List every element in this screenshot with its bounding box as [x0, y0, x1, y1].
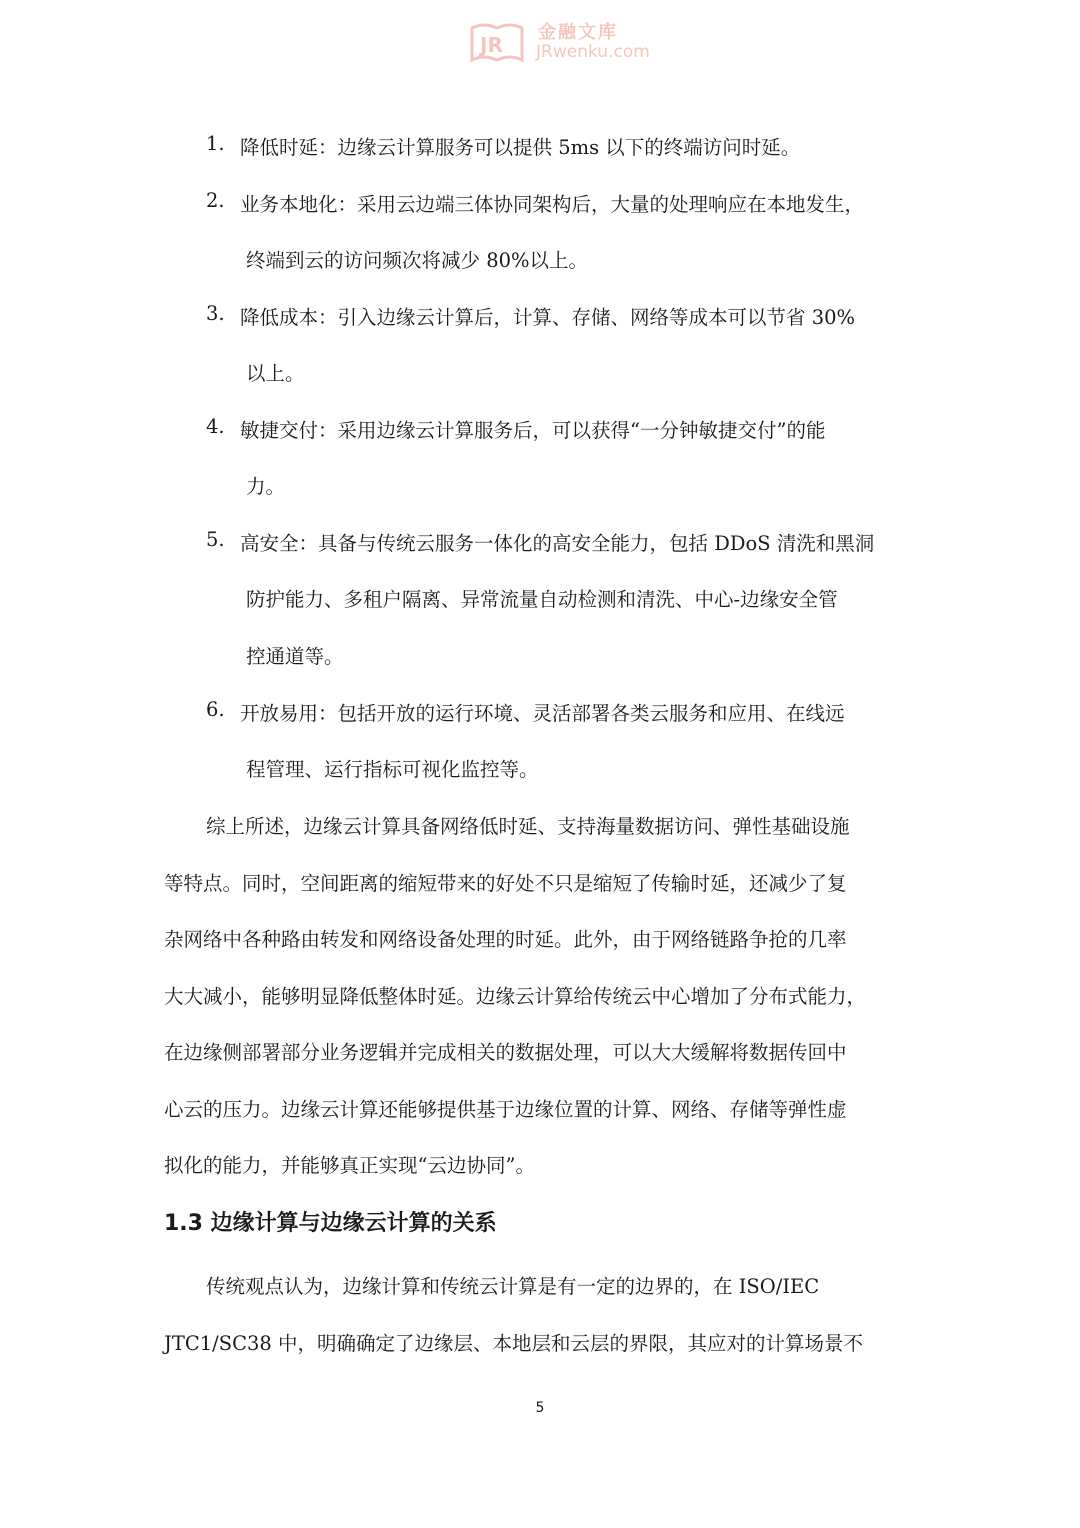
list-number: 6.: [206, 698, 225, 721]
list-number: 3.: [206, 302, 225, 325]
page-number: 5: [535, 1400, 545, 1416]
paragraph-line: 大大减小，能够明显降低整体时延。边缘云计算给传统云中心增加了分布式能力，: [164, 985, 867, 1008]
paragraph-line: 心云的压力。边缘云计算还能够提供基于边缘位置的计算、网络、存储等弹性虚: [164, 1098, 847, 1121]
list-text-line: 程管理、运行指标可视化监控等。: [246, 758, 539, 781]
paragraph-line: 综上所述，边缘云计算具备网络低时延、支持海量数据访问、弹性基础设施: [206, 815, 850, 838]
list-text-line: 防护能力、多租户隔离、异常流量自动检测和清洗、中心-边缘安全管: [246, 588, 838, 611]
list-number: 1.: [206, 132, 225, 155]
list-text-line: 控通道等。: [246, 645, 344, 668]
list-text-line: 降低时延：边缘云计算服务可以提供 5ms 以下的终端访问时延。: [240, 136, 801, 159]
list-text-line: 开放易用：包括开放的运行环境、灵活部署各类云服务和应用、在线远: [240, 702, 845, 725]
paragraph-line: JTC1/SC38 中，明确确定了边缘层、本地层和云层的界限，其应对的计算场景不: [164, 1332, 864, 1355]
watermark-logo: [468, 18, 688, 66]
paragraph-line: 拟化的能力，并能够真正实现“云边协同”。: [164, 1154, 535, 1177]
list-text-line: 敏捷交付：采用边缘云计算服务后，可以获得“一分钟敏捷交付”的能: [240, 419, 826, 442]
watermark-brand-cn: 金融文库: [538, 22, 618, 43]
list-text-line: 力。: [246, 475, 286, 498]
list-text-line: 终端到云的访问频次将减少 80%以上。: [246, 249, 589, 272]
paragraph-line: 杂网络中各种路由转发和网络设备处理的时延。此外，由于网络链路争抢的几率: [164, 928, 847, 951]
svg-text:JR: JR: [480, 33, 503, 57]
list-number: 4.: [206, 415, 225, 438]
section-heading: 1.3 边缘计算与边缘云计算的关系: [164, 1211, 497, 1236]
list-text-line: 高安全：具备与传统云服务一体化的高安全能力，包括 DDoS 清洗和黑洞: [240, 532, 875, 555]
list-text-line: 降低成本：引入边缘云计算后，计算、存储、网络等成本可以节省 30%: [240, 306, 856, 329]
paragraph-line: 等特点。同时，空间距离的缩短带来的好处不只是缩短了传输时延，还减少了复: [164, 872, 847, 895]
list-text-line: 以上。: [246, 362, 305, 385]
list-number: 5.: [206, 528, 225, 551]
watermark-brand-en: JRwenku.com: [536, 42, 650, 62]
list-number: 2.: [206, 189, 225, 212]
paragraph-line: 传统观点认为，边缘计算和传统云计算是有一定的边界的，在 ISO/IEC: [206, 1275, 820, 1298]
jr-book-logo-icon: [468, 20, 526, 64]
paragraph-line: 在边缘侧部署部分业务逻辑并完成相关的数据处理，可以大大缓解将数据传回中: [164, 1041, 847, 1064]
list-text-line: 业务本地化：采用云边端三体协同架构后，大量的处理响应在本地发生，: [240, 193, 865, 216]
